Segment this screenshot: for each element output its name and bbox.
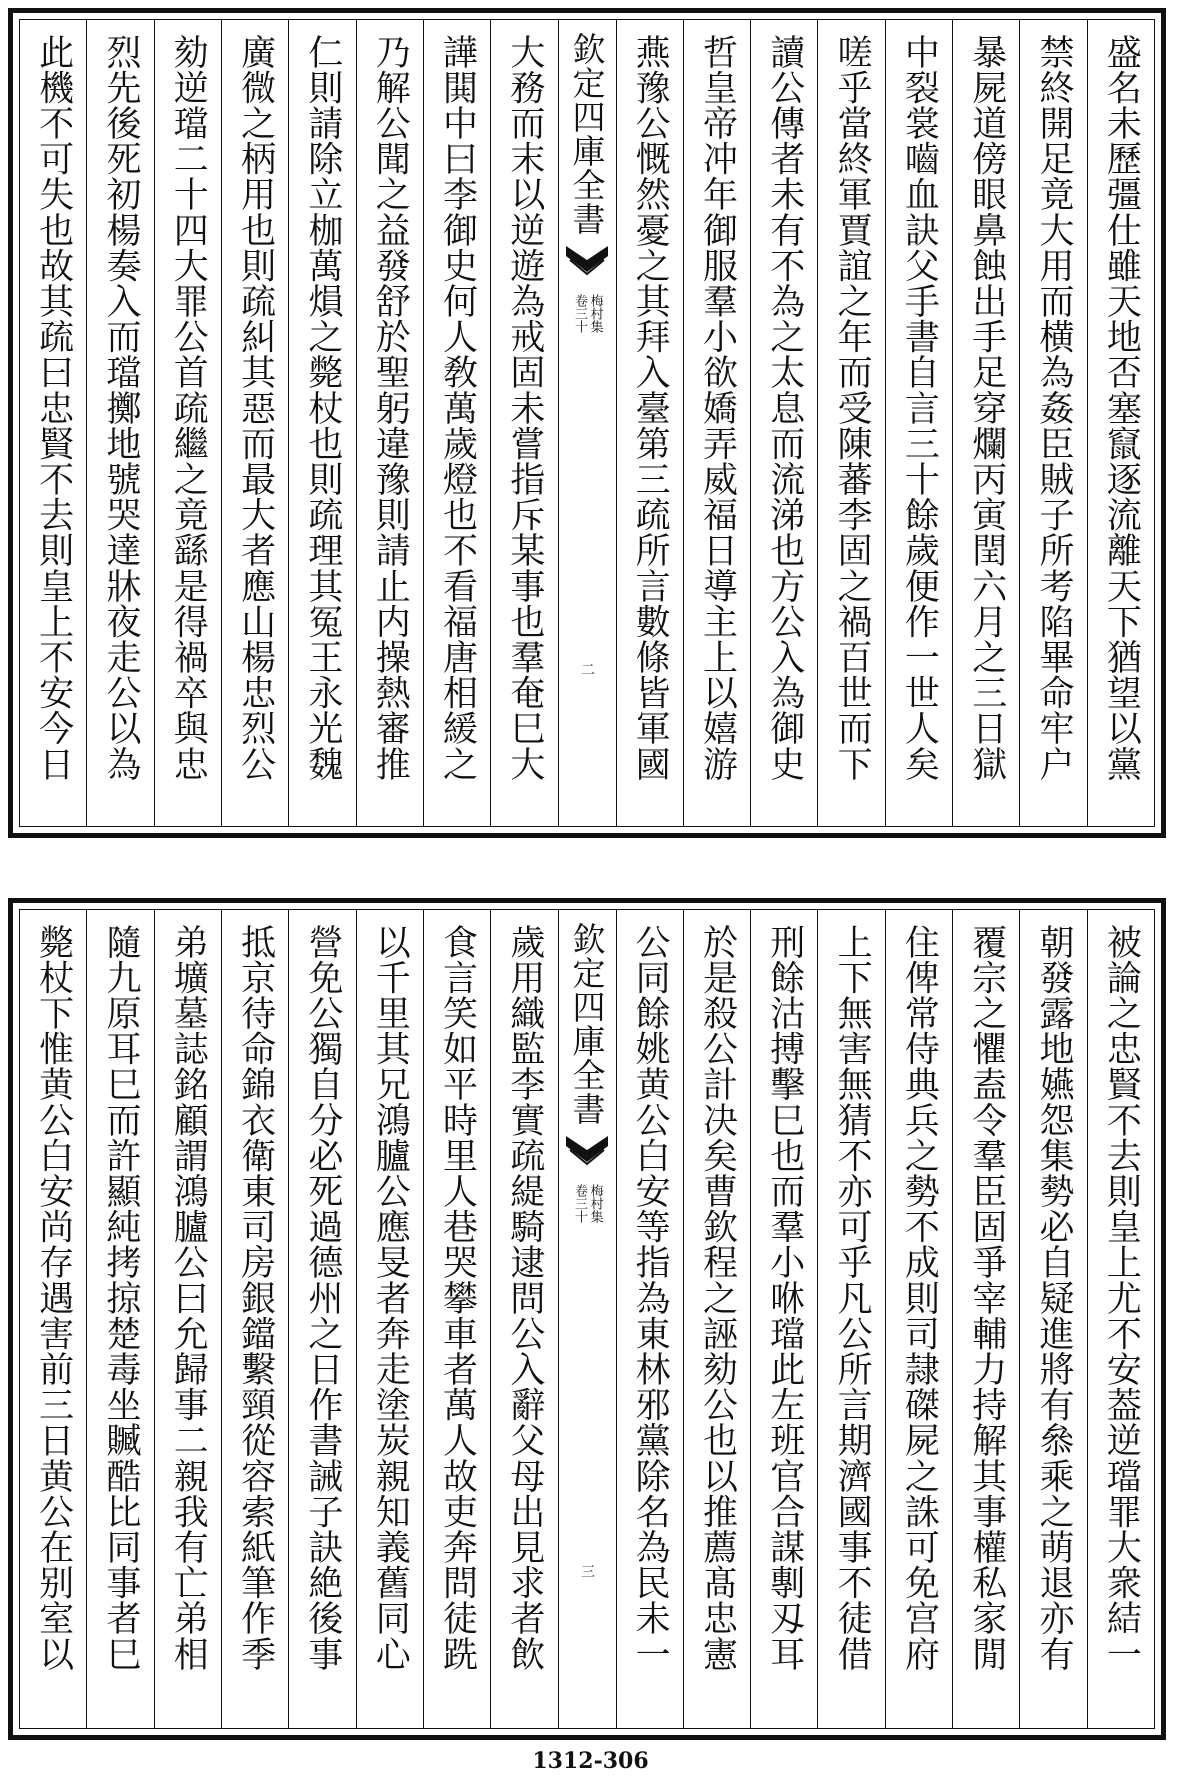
text-column: 劾逆璫二十四大罪公首疏繼之竟繇是得禍卒與忠 (154, 20, 221, 826)
top-page-frame (19, 19, 1155, 827)
text-column: 此機不可失也故其疏曰忠賢不去則皇上不安今日 (33, 34, 74, 782)
text-column: 哲皇帝冲年御服羣小欲嬌弄威福日導主上以嬉游 (683, 20, 750, 826)
text-column: 弟壙墓誌銘顧謂鴻臚公曰允歸事二親我有亡弟相 (154, 910, 221, 1728)
fish-tail-mark-icon (564, 244, 610, 286)
text-column: 覆宗之懼盍令羣臣固爭宰輔力持解其事權私家閒 (952, 910, 1019, 1728)
text-column: 暴屍道傍眼鼻蝕出手足穿爛丙寅閏六月之三日獄 (952, 20, 1019, 826)
text-column: 盛名未歷彊仕雖天地否塞竄逐流離天下猶望以黨 (1087, 20, 1154, 826)
volume-number: 卷三十 (572, 1184, 587, 1223)
leaf-number: 二 (579, 662, 595, 676)
text-column: 刑餘沽搏擊巳也而羣小咻璫此左班官合謀剸刄耳 (750, 910, 817, 1728)
text-column: 斃杖下惟黄公白安尚存遇害前三日黄公在别室以 (33, 924, 74, 1672)
text-column: 中裂裳嚙血訣父手書自言三十餘歲便作一世人矣 (885, 20, 952, 826)
book-name: 梅村集 (587, 294, 603, 333)
text-column: 營免公獨自分必死過德州之日作書誡子訣絶後事 (288, 910, 355, 1728)
bottom-page (8, 898, 1166, 1740)
book-name: 梅村集 (587, 1184, 603, 1223)
text-column: 禁終開足竟大用而横為姦臣賊子所考陷畢命牢户 (1019, 20, 1086, 826)
text-column: 燕豫公慨然憂之其拜入臺第三疏所言數條皆軍國 (616, 20, 683, 826)
center-strip (558, 910, 616, 1728)
bottom-page-frame (19, 909, 1155, 1729)
leaf-number: 三 (579, 1564, 595, 1578)
text-column: 於是殺公計决矣曹欽程之誣劾公也以推薦髙忠憲 (683, 910, 750, 1728)
text-column: 歲用織監李實疏緹騎逮問公入辭父母出見求者飲 (490, 910, 557, 1728)
center-strip (558, 20, 616, 826)
volume-label (572, 294, 601, 333)
text-column: 隨九原耳巳而許顯純拷掠楚毒坐贓酷比同事者巳 (86, 910, 153, 1728)
collection-title: 欽定四庫全書 (567, 922, 607, 1126)
text-column: 被論之忠賢不去則皇上尤不安葢逆璫罪大衆結一 (1087, 910, 1154, 1728)
text-column: 抵京待命錦衣衛東司房銀鐺繫頸從容索紙筆作季 (221, 910, 288, 1728)
text-column: 嗟乎當終軍賈誼之年而受陳蕃李固之禍百世而下 (817, 20, 884, 826)
top-page (8, 8, 1166, 838)
text-column: 廣微之柄用也則疏糾其惡而最大者應山楊忠烈公 (221, 20, 288, 826)
collection-title: 欽定四庫全書 (567, 32, 607, 236)
text-column: 仁則請除立枷萬熉之斃杖也則疏理其冤王永光魏 (288, 20, 355, 826)
volume-label (572, 1184, 601, 1223)
page-footer-number: 1312-306 (532, 1748, 649, 1774)
fish-tail-mark-icon (564, 1134, 610, 1176)
text-column: 以千里其兄鴻臚公應旻者奔走塗炭親知義舊同心 (356, 910, 423, 1728)
text-column: 朝發露地嬿怨集勢必自疑進將有叅乘之萌退亦有 (1019, 910, 1086, 1728)
text-column: 讀公傳者未有不為之太息而流涕也方公入為御史 (750, 20, 817, 826)
text-column: 烈先後死初楊奏入而璫擲地號哭達牀夜走公以為 (86, 20, 153, 826)
text-column: 住俾常侍典兵之勢不成則司隷磔屍之誅可免宫府 (885, 910, 952, 1728)
text-column: 大務而末以逆遊為戒固未嘗指斥某事也羣奄巳大 (490, 20, 557, 826)
volume-number: 卷三十 (572, 294, 587, 333)
text-column: 公同餘姚黄公白安等指為東林邪黨除名為民未一 (616, 910, 683, 1728)
text-column: 乃解公聞之益發舒於聖躬違豫則請止内操熱審推 (356, 20, 423, 826)
text-column: 譁閧中曰李御史何人敎萬歲燈也不看福唐相緩之 (423, 20, 490, 826)
text-column: 食言笑如平時里人巷哭攀車者萬人故吏奔問徒跣 (423, 910, 490, 1728)
text-column: 上下無害無猜不亦可乎凡公所言期濟國事不徒借 (817, 910, 884, 1728)
